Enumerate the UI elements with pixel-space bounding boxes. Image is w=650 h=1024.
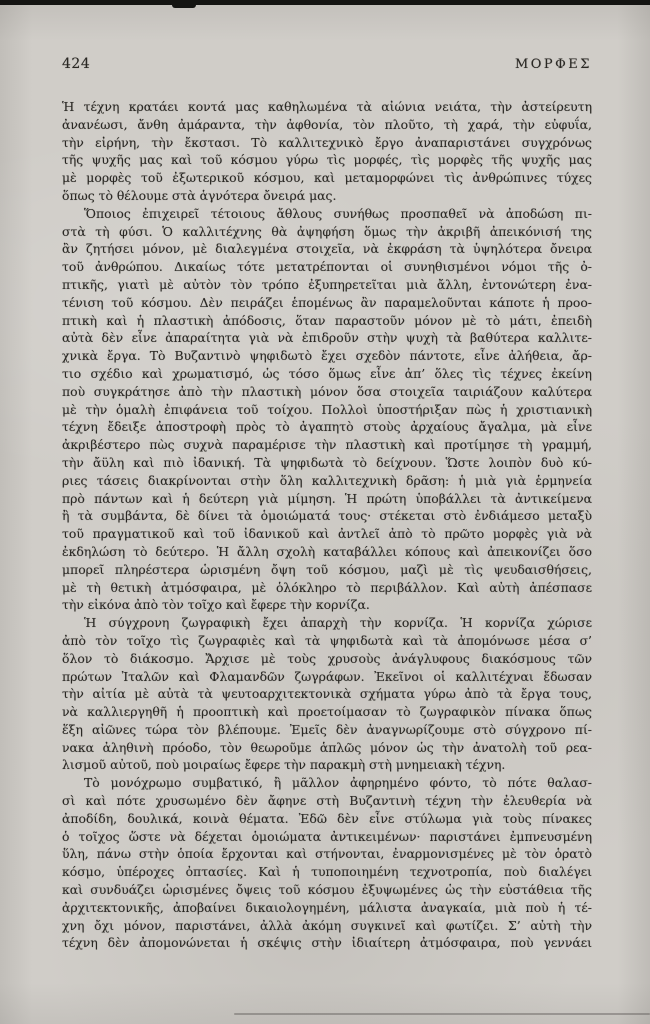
- text-line: ἀπὸ τὸν τοῖχο τὶς ζωγραφιὲς καὶ τὰ ψηφιδωτὰ καὶ τὰ ἀπομόνωσε μέσα σ’: [62, 632, 592, 648]
- page-header: [62, 56, 592, 72]
- text-line: ἕξη αἰῶνες τώρα τὸν βλέπουμε. Ἐμεῖς δὲν ἀναγνωρίζουμε στὸ σύγχρονο πί-: [62, 721, 592, 737]
- text-line: τιο σχέδιο καὶ χρωματισμό, ὡς τόσο ὅμως εἶνε ἀπ’ ὅλες τὶς τέχνες ἐκείνη: [62, 365, 592, 381]
- text-line: ὅλον τὸ διάκοσμο. Ἄρχισε μὲ τοὺς χρυσοὺς ἀνάγλυφους διακόσμους τῶν: [62, 650, 592, 666]
- text-line: πτικῆς, γιατὶ μὲ αὐτὸν τὸν τρόπο ἐξυπηρετεῖται μιὰ ἄλλη, ἐντονώτερη ἐνα-: [62, 276, 592, 292]
- text-line: τέχνη ἔδειξε ἀποστροφὴ πρὸς τὸ ἀγαπητὸ στοὺς ἀρχαίους ἄγαλμα, μὰ εἶνε: [62, 419, 592, 435]
- text-line: πρώτων Ἰταλῶν καὶ Φλαμανδῶν ζωγράφων. Ἐκεῖνοι οἱ καλλιτέχναι ἔδωσαν: [62, 668, 592, 684]
- paragraph: [62, 205, 592, 614]
- text-line: πτικὴ καὶ ἡ πλαστικὴ ἀπόδοσις, ὅταν παραστοῦν μόνον μὲ τὸ μάτι, ἐπειδὴ: [62, 312, 592, 328]
- text-line: σὶ καὶ πότε χρυσωμένο δὲν ἄφηνε στὴ Βυζαντινὴ τέχνη τὴν ἐλευθερία νὰ: [62, 793, 592, 809]
- text-line: Ἡ σύγχρονη ζωγραφικὴ ἔχει ἀπαρχὴ τὴν κορνίζα. Ἡ κορνίζα χώρισε: [84, 615, 592, 631]
- page-number: 424: [62, 56, 91, 72]
- text-line: ἂν ζητήσει μόνον, μὲ διαλεγμένα στοιχεῖα, νὰ ἐκφράση τὰ ὑψηλότερα ὄνειρα: [62, 241, 592, 257]
- text-line: στὰ τὴ φύσι. Ὁ καλλιτέχνης θὰ ἀψηφήση ὅμως τὴν ἀκριβῆ ἀπεικόνισή της: [62, 223, 592, 239]
- text-line: ριες τάσεις διακρίνονται στὴν ὅλη καλλιτεχνικὴ δρᾶση: ἡ μιὰ γιὰ ἑρμηνεία: [62, 472, 592, 488]
- text-line: τοῦ πραγματικοῦ καὶ τοῦ ἰδανικοῦ καὶ ἀντλεῖ ἀπὸ τὸ πρῶτο μορφὲς γιὰ νὰ: [62, 526, 592, 542]
- text-line: ὁ τοῖχος ὥστε νὰ δέχεται ὁμοιώματα ἀντικειμένων· παριστάνει ἐμπνευσμένη: [62, 828, 592, 844]
- body-text: [62, 98, 592, 952]
- text-line: νακα ἀληθινὴ πρόοδο, τὸν θεωροῦμε ἁπλῶς μόνον ὡς τὴν ἀνατολὴ τοῦ ρεα-: [62, 739, 592, 755]
- text-line: νὰ καλλιεργηθῆ ἡ προοπτικὴ καὶ προετοίμασαν τὸ ζωγραφικὸν πίνακα ὅπως: [62, 704, 592, 720]
- text-line: μὲ μορφὲς τοῦ ἐξωτερικοῦ κόσμου, καὶ μεταμορφώνει τὶς ἀνθρώπινες τύχες: [62, 170, 592, 186]
- text-line: μπορεῖ πληρέστερα ὡρισμένη ὄψη τοῦ κόσμου, μαζὶ μὲ τὶς ψευδαισθήσεις,: [62, 561, 592, 577]
- text-line: αὐτὰ δὲν εἶνε ἀπαραίτητα γιὰ νὰ ἐπιδροῦν στὴν ψυχὴ τὰ βαθύτερα καλλιτε-: [62, 330, 592, 346]
- text-line: ὅπως τὸ θέλουμε στὰ ἁγνότερα ὄνειρά μας.: [62, 187, 337, 203]
- scan-edge-bottom: [234, 1013, 650, 1015]
- text-line: τένιση τοῦ κόσμου. Δὲν πειράζει ἑπομένως ἂν παραμελοῦνται κάποτε ἡ προο-: [62, 294, 592, 310]
- text-line: τέχνη δὲν ἀπομονώνεται ἡ σκέψις στὴν ἰδιαίτερη ἀτμόσφαιρα, ποὺ γεννάει: [62, 935, 592, 951]
- paragraph: [62, 614, 592, 774]
- text-line: τοῦ ἀνθρώπου. Δικαίως τότε μετατρέπονται οἱ συνηθισμένοι νόμοι τῆς ὀ-: [62, 259, 592, 275]
- text-line: μὲ τὴ θετικὴ ἀτμόσφαιρα, μὲ ὁλόκληρο τὸ περιβάλλον. Καὶ αὐτὴ ἀπέσπασε: [62, 579, 592, 595]
- text-line: καὶ συνδυάζει ὡρισμένες ὄψεις τοῦ κόσμου ἐξυψωμένες ὡς τὴν εὐστάθεια τῆς: [62, 882, 592, 898]
- scan-edge-top: [0, 0, 650, 5]
- paragraph: [62, 98, 592, 205]
- text-line: ἐκδηλώση τὸ δεύτερο. Ἡ ἄλλη σχολὴ καταβάλλει κόπους καὶ ἀπεικονίζει ὅσο: [62, 543, 592, 559]
- text-line: ἀνανέωσι, ἄνθη ἀμάραντα, τὴν ἀφθονία, τὸν πλοῦτο, τὴ χαρά, τὴν εὐφυΐα,: [62, 116, 592, 132]
- text-line: ἀκριβέστερο πὼς συχνὰ παραμέρισε τὴν πλαστικὴ καὶ προτίμησε τὴ γραμμή,: [62, 437, 592, 453]
- text-line: τὴν εἰκόνα ἀπὸ τὸν τοῖχο καὶ ἔφερε τὴν κορνίζα.: [62, 597, 370, 613]
- text-line: πρὸ πάντων καὶ ἡ δεύτερη γιὰ μίμηση. Ἡ πρώτη ὑποβάλλει τὰ ἀντικείμενα: [62, 490, 592, 506]
- text-line: ποὺ συγκράτησε ἀπὸ τὴν πλαστικὴ μόνον ὅσα στοιχεῖα ταιριάζουν καλύτερα: [62, 383, 592, 399]
- text-line: χνη ὄχι μόνον, παριστάνει, ἀλλὰ ἀκόμη συγκινεῖ καὶ φωτίζει. Σ’ αὐτὴ τὴν: [62, 917, 592, 933]
- text-line: τῆς ψυχῆς μας καὶ τοῦ κόσμου γύρω τὶς μορφές, τὶς μορφὲς τῆς ψυχῆς μας: [62, 152, 592, 168]
- text-line: τὴν εἰρήνη, τὴν ἔκστασι. Τὸ καλλιτεχνικὸ ἔργο ἀναπαριστάνει συγχρόνως: [62, 134, 592, 150]
- text-line: ὕλη, πάνω στὴν ὁποία ἔρχονται καὶ στήνονται, ἐναρμονισμένες μὲ τὸν ὁρατὸ: [62, 846, 592, 862]
- text-line: ἀρχιτεκτονικῆς, ἀποβαίνει δικαιολογημένη, μάλιστα ἀναγκαία, μιὰ ποὺ ἡ τέ-: [62, 899, 592, 915]
- text-line: τὴν αἰτία μὲ αὐτὰ τὰ ψευτοαρχιτεκτονικὰ σχήματα γύρω ἀπὸ τὰ ἔργα τους,: [62, 686, 592, 702]
- text-line: κόσμο, ὑπέροχες ὀπτασίες. Καὶ ἡ τυποποιημένη τεχνοτροπία, ποὺ διαλέγει: [62, 864, 592, 880]
- text-line: Ἡ τέχνη κρατάει κοντά μας καθηλωμένα τὰ αἰώνια νειάτα, τὴν ἀστείρευτη: [62, 99, 592, 114]
- text-line: χνικὰ ἔργα. Τὸ Βυζαντινὸ ψηφιδωτὸ ἔχει σχεδὸν πάντοτε, εἶνε ἀλήθεια, ἄρ-: [62, 348, 592, 364]
- text-line: ἢ τὰ συμβάντα, δὲ δίνει τὰ ὁμοιώματά τους· στέκεται στὸ ἐνδιάμεσο μεταξὺ: [62, 508, 592, 524]
- paragraph: [62, 774, 592, 952]
- running-title: ΜΟΡΦΕΣ: [514, 57, 592, 72]
- text-line: τὴν ἄϋλη καὶ πιὸ ἰδανική. Τὰ ψηφιδωτὰ τὸ δείχνουν. Ὥστε λοιπὸν δυὸ κύ-: [62, 454, 592, 470]
- text-line: ἀποδίδη, δουλικά, κοινὰ θέματα. Ἐδῶ δὲν εἶνε στύλωμα γιὰ τοὺς πίνακες: [62, 810, 592, 826]
- text-line: Τὸ μονόχρωμο συμβατικό, ἢ μᾶλλον ἀφηρημένο φόντο, τὸ πότε θαλασ-: [84, 775, 592, 791]
- text-line: λισμοῦ αὐτοῦ, ποὺ μοιραίως ἔφερε τὴν παρακμὴ στὴ μνημειακὴ τέχνη.: [62, 757, 506, 773]
- text-line: Ὅποιος ἐπιχειρεῖ τέτοιους ἄθλους συνήθως προσπαθεῖ νὰ ἀποδώση πι-: [84, 205, 592, 221]
- text-line: μὲ τὴν ὁμαλὴ ἐπιφάνεια τοῦ τοίχου. Πολλοὶ ὑποστήριξαν πὼς ἡ χριστιανικὴ: [62, 401, 592, 417]
